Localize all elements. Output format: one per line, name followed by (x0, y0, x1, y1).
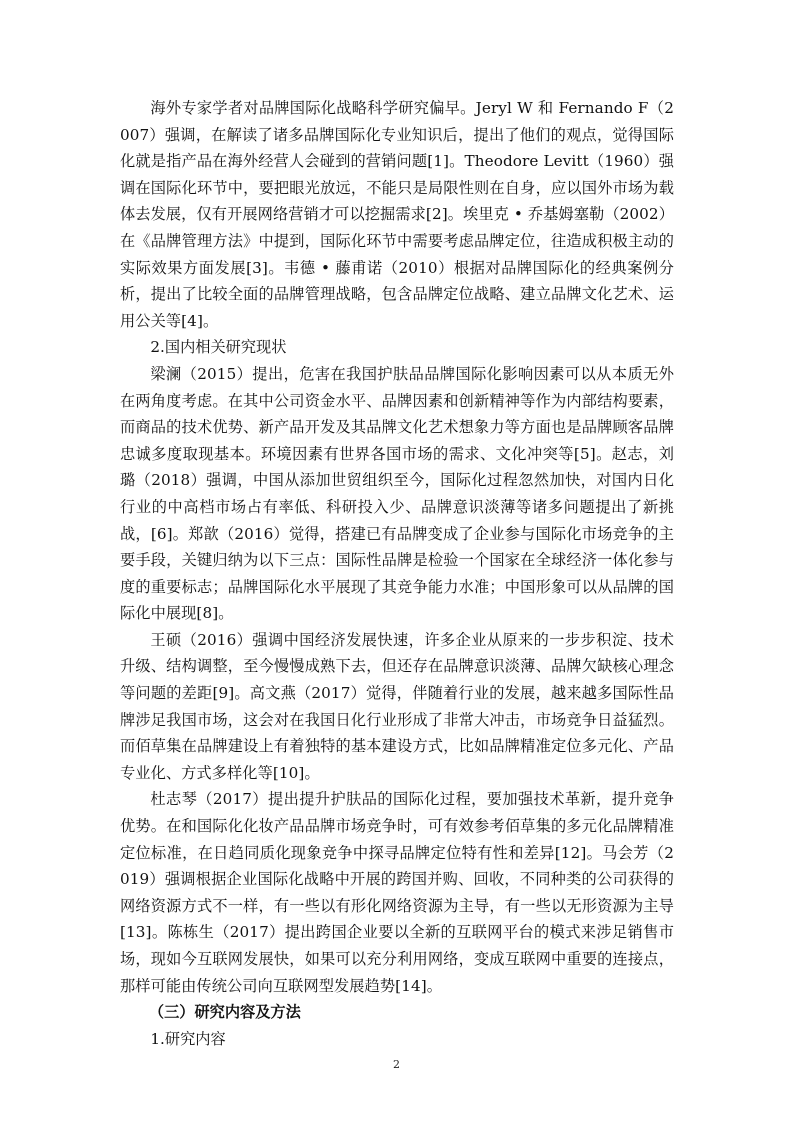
document-body (120, 95, 674, 1052)
subheading-research-content: 1.研究内容 (150, 1029, 226, 1048)
heading-domestic-research: 2.国内相关研究现状 (150, 338, 287, 357)
paragraph-domestic-2: 王硕（2016）强调中国经济发展快速，许多企业从原来的一步步积淀、技术升级、结构调整，至今慢慢成熟下去，但还存在品牌意识淡薄、品牌欠缺核心理念等问题的差距[9]。高文燕（2017）觉得，伴随着行业的发展，越来越多国际性品牌涉足我国市场，这会对在我国日化行业形成了非常大冲击，市场竞争日益猛烈。而佰草集在品牌建设上有着独特的基本建设方式，比如品牌精准定位多元化、产品专业化、方式多样化等[10]。 (120, 630, 674, 782)
section-heading-research-content-methods: （三）研究内容及方法 (148, 1003, 301, 1022)
page-number: 2 (393, 1058, 400, 1071)
paragraph-domestic-1: 梁澜（2015）提出，危害在我国护肤品品牌国际化影响因素可以从本质无外在两角度考虑。在其中公司资金水平、品牌因素和创新精神等作为内部结构要素，而商品的技术优势、新产品开发及其品牌文化艺术想象力等方面也是品牌顾客品牌忠诚多度取现基本。环境因素有世界各国市场的需求、文化冲突等[5]。赵志，刘璐（2018）强调，中国从添加世贸组织至今，国际化过程忽然加快，对国内日化行业的中高档市场占有率低、科研投入少、品牌意识淡薄等诸多问题提出了新挑战，[6]。郑歆（2016）觉得，搭建已有品牌变成了企业参与国际化市场竞争的主要手段，关键归纳为以下三点：国际性品牌是检验一个国家在全球经济一体化参与度的重要标志；品牌国际化水平展现了其竞争能力水准；中国形象可以从品牌的国际化中展现[8]。 (120, 364, 674, 623)
paragraph-foreign-research: 海外专家学者对品牌国际化战略科学研究偏早。Jeryl W 和 Fernando F（2007）强调，在解读了诸多品牌国际化专业知识后，提出了他们的观点，觉得国际化就是指产品在海外经营人会碰到的营销问题[1]。Theodore Levitt（1960）强调在国际化环节中，要把眼光放远，不能只是局限性则在自身，应以国外市场为载体去发展，仅有开展网络营销才可以挖掘需求[2]。埃里克 • 乔基姆塞勒（2002）在《品牌管理方法》中提到，国际化环节中需要考虑品牌定位，往造成积极主动的实际效果方面发展[3]。韦德 • 藤甫诺（2010）根据对品牌国际化的经典案例分析，提出了比较全面的品牌管理战略，包含品牌定位战略、建立品牌文化艺术、运用公关等[4]。 (120, 99, 674, 330)
paragraph-domestic-3: 杜志琴（2017）提出提升护肤品的国际化过程，要加强技术革新，提升竞争优势。在和国际化化妆产品品牌市场竞争时，可有效参考佰草集的多元化品牌精准定位标准，在日趋同质化现象竞争中探寻品牌定位特有性和差异[12]。马会芳（2019）强调根据企业国际化战略中开展的跨国并购、回收，不同种类的公司获得的网络资源方式不一样，有一些以有形化网络资源为主导，有一些以无形资源为主导[13]。陈栋生（2017）提出跨国企业要以全新的互联网平台的模式来涉足销售市场，现如今互联网发展快，如果可以充分利用网络，变成互联网中重要的连接点，那样可能由传统公司向互联网型发展趋势[14]。 (120, 790, 674, 995)
